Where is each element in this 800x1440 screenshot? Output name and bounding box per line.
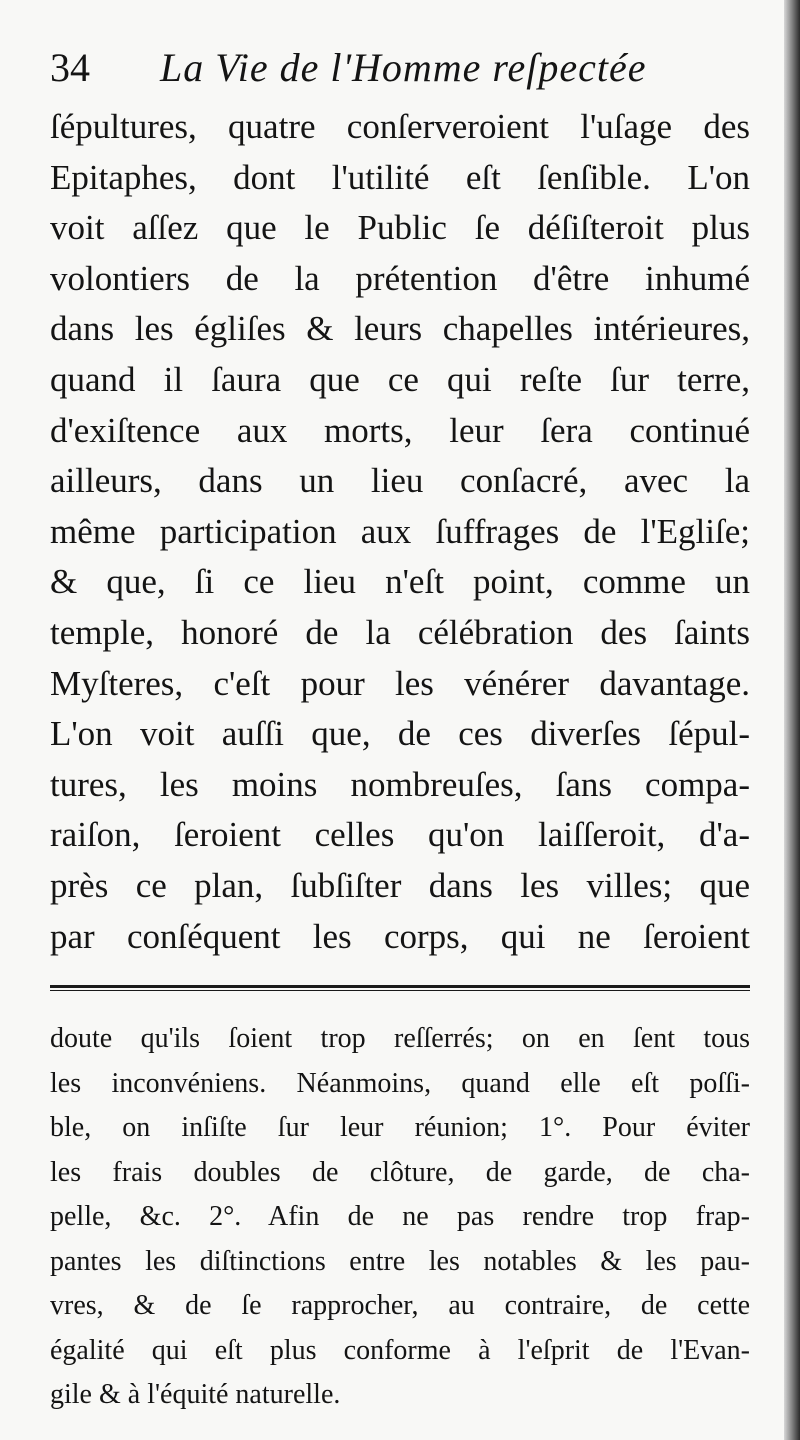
footnote-line: doute qu'ils ſoient trop reſſerrés; on en ſent tous — [50, 1023, 750, 1054]
footnote-line: pelle, &c. 2°. Afin de ne pas rendre trop frap- — [50, 1201, 750, 1232]
text-line: quand il ſaura que ce qui reſte ſur terre, — [50, 359, 750, 399]
text-line: par conſéquent les corps, qui ne ſeroient — [50, 916, 750, 956]
page-header — [50, 40, 750, 100]
page-edge-shadow — [784, 0, 800, 1440]
text-line: d'exiſtence aux morts, leur ſera continué — [50, 410, 750, 450]
text-line: ſépultures, quatre conſerveroient l'uſage des — [50, 107, 750, 146]
footnote-line: gile & à l'équité naturelle. — [50, 1379, 341, 1410]
main-text-block — [50, 102, 750, 962]
text-line: Epitaphes, dont l'utilité eſt ſenſible. L'on — [50, 157, 750, 197]
text-line: dans les égliſes & leurs chapelles intérieures, — [50, 309, 750, 349]
text-line: volontiers de la prétention d'être inhumé — [50, 258, 750, 298]
text-line: ailleurs, dans un lieu conſacré, avec la — [50, 461, 750, 501]
page-number: 34 — [50, 45, 90, 90]
text-line: près ce plan, ſubſiſter dans les villes; que — [50, 865, 750, 905]
text-line: même participation aux ſuffrages de l'Egliſe; — [50, 511, 750, 551]
text-line: temple, honoré de la célébration des ſaints — [50, 612, 750, 652]
footnote-line: les frais doubles de clôture, de garde, de cha- — [50, 1156, 750, 1188]
footnote-line: les inconvéniens. Néanmoins, quand elle eſt poſſi- — [50, 1067, 750, 1099]
text-line: raiſon, ſeroient celles qu'on laiſſeroit, d'a- — [50, 815, 750, 855]
text-line: tures, les moins nombreuſes, ſans compa- — [50, 764, 750, 804]
footnote-separator-rule — [50, 985, 750, 991]
footnote-line: pantes les diſtinctions entre les notables & les pau- — [50, 1245, 750, 1277]
text-line: Myſteres, c'eſt pour les vénérer davantage. — [50, 663, 750, 703]
footnote-line: ble, on inſiſte ſur leur réunion; 1°. Pour éviter — [50, 1112, 750, 1143]
footnote-text-block — [50, 1017, 750, 1418]
text-line: L'on voit auſſi que, de ces diverſes ſépul- — [50, 714, 750, 754]
text-line: & que, ſi ce lieu n'eſt point, comme un — [50, 562, 750, 602]
footnote-line: vres, & de ſe rapprocher, au contraire, de cette — [50, 1290, 750, 1321]
running-title: La Vie de l'Homme reſpectée — [160, 45, 647, 90]
text-line: voit aſſez que le Public ſe déſiſteroit plus — [50, 208, 750, 248]
footnote-line: égalité qui eſt plus conforme à l'eſprit de l'Evan- — [50, 1334, 750, 1366]
